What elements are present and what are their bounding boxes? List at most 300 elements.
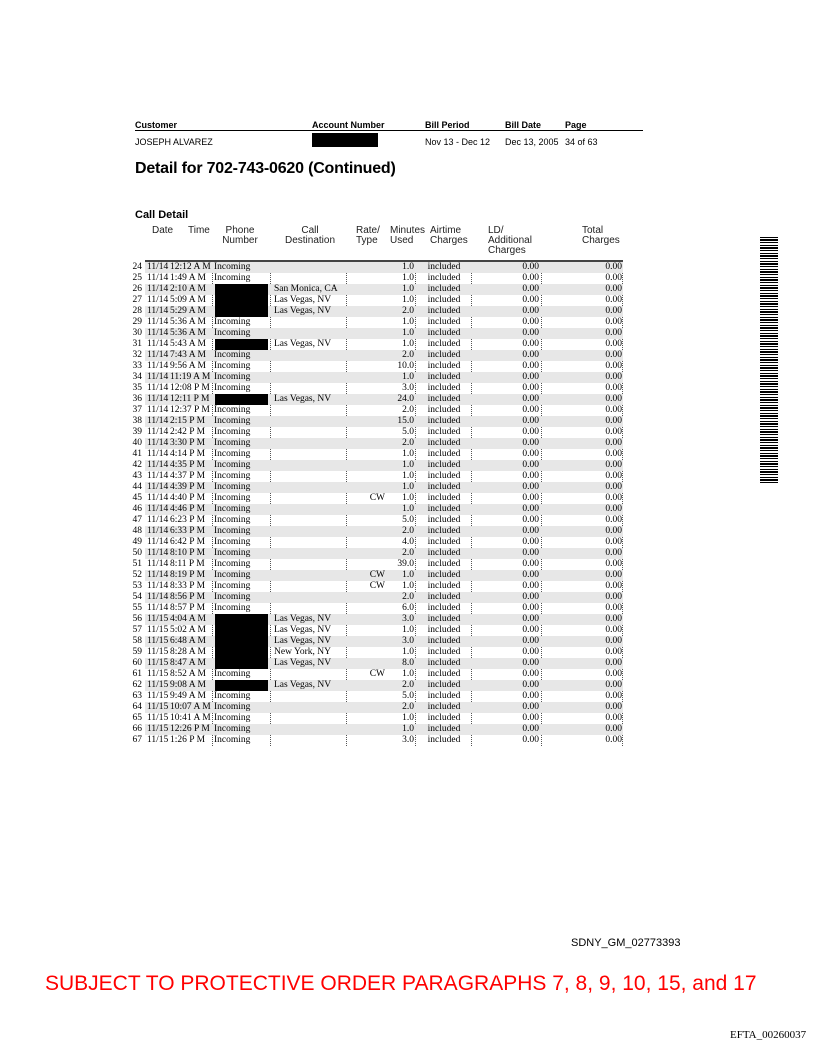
account-number-redaction: [312, 133, 378, 147]
phone-number-redaction: [215, 614, 268, 625]
table-row: [0, 438, 816, 449]
total-charges: 0.00: [605, 262, 622, 272]
row-number: 41: [132, 449, 142, 459]
airtime-charges: included: [427, 482, 461, 492]
col-air-line1: Airtime: [430, 225, 462, 236]
call-time: 4:37 P M: [170, 471, 206, 481]
ld-additional-charges: 0.00: [522, 548, 539, 558]
ld-additional-charges: 0.00: [522, 361, 539, 371]
total-charges: 0.00: [605, 680, 622, 690]
call-destination: New York, NY: [274, 647, 332, 657]
col-time: Time: [188, 225, 210, 236]
row-number: 44: [132, 482, 142, 492]
call-time: 8:56 P M: [170, 592, 206, 602]
phone-number: Incoming: [214, 405, 251, 415]
minutes-used: 1.0: [402, 724, 414, 734]
total-charges: 0.00: [605, 383, 622, 393]
rate-type: CW: [369, 493, 385, 503]
call-time: 11:19 A M: [170, 372, 211, 382]
ld-additional-charges: 0.00: [522, 482, 539, 492]
ld-additional-charges: 0.00: [522, 603, 539, 613]
col-rate-line2: Type: [356, 235, 378, 246]
airtime-charges: included: [427, 559, 461, 569]
call-date: 11/14: [147, 471, 169, 481]
total-charges: 0.00: [605, 416, 622, 426]
table-row: [0, 614, 816, 625]
ld-additional-charges: 0.00: [522, 559, 539, 569]
minutes-used: 1.0: [402, 647, 414, 657]
airtime-charges: included: [427, 460, 461, 470]
call-detail-heading: Call Detail: [135, 209, 189, 221]
total-charges: 0.00: [605, 372, 622, 382]
ld-additional-charges: 0.00: [522, 625, 539, 635]
phone-number: Incoming: [214, 262, 251, 272]
col-phone-line2: Number: [222, 235, 258, 246]
row-number: 52: [132, 570, 142, 580]
call-date: 11/15: [147, 636, 169, 646]
call-date: 11/15: [147, 658, 169, 668]
call-time: 8:19 P M: [170, 570, 206, 580]
table-row: [0, 592, 816, 603]
col-date: Date: [152, 225, 174, 236]
phone-number: Incoming: [214, 328, 251, 338]
phone-number: Incoming: [214, 372, 251, 382]
phone-number: Incoming: [214, 526, 251, 536]
total-charges: 0.00: [605, 548, 622, 558]
airtime-charges: included: [427, 405, 461, 415]
airtime-charges: included: [427, 317, 461, 327]
ld-additional-charges: 0.00: [522, 394, 539, 404]
row-number: 42: [132, 460, 142, 470]
phone-number: Incoming: [214, 482, 251, 492]
call-date: 11/15: [147, 735, 169, 745]
phone-number: Incoming: [214, 416, 251, 426]
call-time: 4:04 A M: [170, 614, 206, 624]
call-time: 3:30 P M: [170, 438, 206, 448]
call-destination: San Monica, CA: [274, 284, 338, 294]
row-number: 54: [132, 592, 142, 602]
minutes-used: 1.0: [402, 570, 414, 580]
minutes-used: 1.0: [402, 482, 414, 492]
call-time: 5:02 A M: [170, 625, 206, 635]
ld-additional-charges: 0.00: [522, 306, 539, 316]
minutes-used: 15.0: [397, 416, 414, 426]
ld-additional-charges: 0.00: [522, 273, 539, 283]
table-row: [0, 416, 816, 427]
table-row: [0, 537, 816, 548]
ld-additional-charges: 0.00: [522, 372, 539, 382]
total-charges: 0.00: [605, 713, 622, 723]
call-date: 11/14: [147, 317, 169, 327]
minutes-used: 1.0: [402, 669, 414, 679]
call-date: 11/14: [147, 603, 169, 613]
call-time: 4:14 P M: [170, 449, 206, 459]
ld-additional-charges: 0.00: [522, 614, 539, 624]
minutes-used: 6.0: [402, 603, 414, 613]
minutes-used: 8.0: [402, 658, 414, 668]
row-number: 49: [132, 537, 142, 547]
row-number: 30: [132, 328, 142, 338]
customer-label: Customer: [135, 120, 178, 130]
minutes-used: 5.0: [402, 691, 414, 701]
phone-number-redaction: [215, 306, 268, 317]
row-number: 58: [132, 636, 142, 646]
col-rate-type: [356, 226, 380, 246]
call-time: 8:33 P M: [170, 581, 206, 591]
row-number: 55: [132, 603, 142, 613]
call-time: 1:49 A M: [170, 273, 206, 283]
call-time: 5:43 A M: [170, 339, 206, 349]
total-charges: 0.00: [605, 735, 622, 745]
ld-additional-charges: 0.00: [522, 570, 539, 580]
row-number: 47: [132, 515, 142, 525]
row-number: 61: [132, 669, 142, 679]
total-charges: 0.00: [605, 460, 622, 470]
table-row: [0, 306, 816, 317]
phone-number: Incoming: [214, 691, 251, 701]
rate-type: CW: [369, 570, 385, 580]
minutes-used: 3.0: [402, 636, 414, 646]
barcode-icon: [760, 237, 778, 485]
call-time: 5:29 A M: [170, 306, 206, 316]
call-date: 11/14: [147, 306, 169, 316]
call-time: 12:12 A M: [170, 262, 211, 272]
phone-number: Incoming: [214, 735, 251, 745]
call-time: 9:08 A M: [170, 680, 206, 690]
row-number: 46: [132, 504, 142, 514]
col-phone-line1: Phone: [225, 225, 255, 236]
airtime-charges: included: [427, 493, 461, 503]
row-number: 33: [132, 361, 142, 371]
table-row: [0, 394, 816, 405]
minutes-used: 1.0: [402, 339, 414, 349]
minutes-used: 3.0: [402, 614, 414, 624]
ld-additional-charges: 0.00: [522, 647, 539, 657]
row-number: 36: [132, 394, 142, 404]
col-dest-line2: Destination: [284, 235, 336, 246]
airtime-charges: included: [427, 724, 461, 734]
row-number: 51: [132, 559, 142, 569]
table-row: [0, 724, 816, 735]
call-date: 11/14: [147, 515, 169, 525]
airtime-charges: included: [427, 438, 461, 448]
total-charges: 0.00: [605, 449, 622, 459]
call-time: 10:07 A M: [170, 702, 211, 712]
airtime-charges: included: [427, 702, 461, 712]
call-time: 12:08 P M: [170, 383, 210, 393]
call-time: 2:10 A M: [170, 284, 206, 294]
col-ld-line1: LD/: [488, 225, 504, 236]
call-date: 11/15: [147, 680, 169, 690]
total-charges: 0.00: [605, 504, 622, 514]
call-time: 6:42 P M: [170, 537, 206, 547]
col-ld-additional-charges: [488, 226, 532, 256]
airtime-charges: included: [427, 394, 461, 404]
phone-number: Incoming: [214, 537, 251, 547]
phone-number-redaction: [215, 284, 268, 295]
total-charges: 0.00: [605, 482, 622, 492]
airtime-charges: included: [427, 735, 461, 745]
minutes-used: 1.0: [402, 504, 414, 514]
total-charges: 0.00: [605, 471, 622, 481]
airtime-charges: included: [427, 592, 461, 602]
row-number: 37: [132, 405, 142, 415]
call-date: 11/14: [147, 537, 169, 547]
total-charges: 0.00: [605, 559, 622, 569]
phone-number: Incoming: [214, 350, 251, 360]
account-number-label: Account Number: [312, 120, 385, 130]
call-time: 12:26 P M: [170, 724, 210, 734]
phone-number: Incoming: [214, 581, 251, 591]
table-row: [0, 647, 816, 658]
airtime-charges: included: [427, 295, 461, 305]
ld-additional-charges: 0.00: [522, 526, 539, 536]
total-charges: 0.00: [605, 295, 622, 305]
call-destination: Las Vegas, NV: [274, 295, 332, 305]
col-min-line1: Minutes: [390, 225, 426, 236]
phone-number: Incoming: [214, 427, 251, 437]
ld-additional-charges: 0.00: [522, 383, 539, 393]
row-number: 64: [132, 702, 142, 712]
ld-additional-charges: 0.00: [522, 460, 539, 470]
minutes-used: 10.0: [397, 361, 414, 371]
table-row: [0, 658, 816, 669]
minutes-used: 1.0: [402, 713, 414, 723]
table-row: [0, 284, 816, 295]
airtime-charges: included: [427, 273, 461, 283]
total-charges: 0.00: [605, 603, 622, 613]
customer-name: JOSEPH ALVAREZ: [135, 137, 213, 147]
phone-number: Incoming: [214, 515, 251, 525]
row-number: 35: [132, 383, 142, 393]
call-time: 6:23 P M: [170, 515, 206, 525]
call-time: 4:40 P M: [170, 493, 206, 503]
phone-number: Incoming: [214, 570, 251, 580]
ld-additional-charges: 0.00: [522, 691, 539, 701]
total-charges: 0.00: [605, 317, 622, 327]
phone-number: Incoming: [214, 548, 251, 558]
call-date: 11/14: [147, 361, 169, 371]
minutes-used: 2.0: [402, 526, 414, 536]
call-time: 2:42 P M: [170, 427, 206, 437]
bill-date-label: Bill Date: [505, 120, 542, 130]
total-charges: 0.00: [605, 306, 622, 316]
call-time: 8:11 P M: [170, 559, 205, 569]
airtime-charges: included: [427, 416, 461, 426]
table-row: [0, 460, 816, 471]
call-date: 11/14: [147, 504, 169, 514]
total-charges: 0.00: [605, 339, 622, 349]
table-row: [0, 262, 816, 273]
minutes-used: 1.0: [402, 372, 414, 382]
call-date: 11/14: [147, 570, 169, 580]
minutes-used: 2.0: [402, 680, 414, 690]
minutes-used: 2.0: [402, 306, 414, 316]
call-date: 11/14: [147, 438, 169, 448]
phone-number: Incoming: [214, 317, 251, 327]
ld-additional-charges: 0.00: [522, 702, 539, 712]
call-destination: Las Vegas, NV: [274, 680, 332, 690]
minutes-used: 39.0: [397, 559, 414, 569]
row-number: 67: [132, 735, 142, 745]
call-date: 11/14: [147, 592, 169, 602]
minutes-used: 5.0: [402, 515, 414, 525]
minutes-used: 1.0: [402, 460, 414, 470]
minutes-used: 24.0: [397, 394, 414, 404]
call-time: 6:33 P M: [170, 526, 206, 536]
table-row: [0, 581, 816, 592]
minutes-used: 1.0: [402, 317, 414, 327]
phone-number: Incoming: [214, 702, 251, 712]
call-date: 11/15: [147, 691, 169, 701]
call-date: 11/14: [147, 262, 169, 272]
call-time: 4:46 P M: [170, 504, 206, 514]
col-ld-line2: Additional: [488, 235, 532, 246]
phone-number: Incoming: [214, 471, 251, 481]
call-destination: Las Vegas, NV: [274, 625, 332, 635]
phone-number: Incoming: [214, 592, 251, 602]
call-date: 11/14: [147, 548, 169, 558]
total-charges: 0.00: [605, 636, 622, 646]
phone-number: Incoming: [214, 559, 251, 569]
call-time: 1:26 P M: [170, 735, 206, 745]
call-date: 11/14: [147, 273, 169, 283]
call-destination: Las Vegas, NV: [274, 394, 332, 404]
table-row: [0, 570, 816, 581]
ld-additional-charges: 0.00: [522, 680, 539, 690]
minutes-used: 1.0: [402, 295, 414, 305]
call-time: 6:48 A M: [170, 636, 206, 646]
total-charges: 0.00: [605, 570, 622, 580]
minutes-used: 1.0: [402, 284, 414, 294]
ld-additional-charges: 0.00: [522, 504, 539, 514]
call-date: 11/14: [147, 581, 169, 591]
call-date: 11/15: [147, 614, 169, 624]
phone-number-redaction: [215, 680, 268, 691]
minutes-used: 1.0: [402, 262, 414, 272]
col-ld-line3: Charges: [488, 245, 526, 256]
ld-additional-charges: 0.00: [522, 284, 539, 294]
table-row: [0, 482, 816, 493]
phone-number-redaction: [215, 658, 268, 669]
table-row: [0, 735, 816, 746]
airtime-charges: included: [427, 339, 461, 349]
minutes-used: 1.0: [402, 581, 414, 591]
airtime-charges: included: [427, 427, 461, 437]
header-rule: [135, 130, 643, 131]
col-dest-line1: Call: [301, 225, 319, 236]
row-number: 38: [132, 416, 142, 426]
table-row: [0, 273, 816, 284]
phone-number: Incoming: [214, 504, 251, 514]
total-charges: 0.00: [605, 625, 622, 635]
call-date: 11/14: [147, 383, 169, 393]
total-charges: 0.00: [605, 526, 622, 536]
call-time: 4:35 P M: [170, 460, 206, 470]
table-row: [0, 559, 816, 570]
call-time: 5:09 A M: [170, 295, 206, 305]
ld-additional-charges: 0.00: [522, 592, 539, 602]
airtime-charges: included: [427, 581, 461, 591]
call-date: 11/14: [147, 526, 169, 536]
row-number: 27: [132, 295, 142, 305]
airtime-charges: included: [427, 526, 461, 536]
rate-type: CW: [369, 669, 385, 679]
airtime-charges: included: [427, 515, 461, 525]
call-date: 11/14: [147, 284, 169, 294]
ld-additional-charges: 0.00: [522, 416, 539, 426]
ld-additional-charges: 0.00: [522, 339, 539, 349]
call-time: 8:28 A M: [170, 647, 206, 657]
airtime-charges: included: [427, 614, 461, 624]
phone-number: Incoming: [214, 724, 251, 734]
table-row: [0, 317, 816, 328]
table-row: [0, 548, 816, 559]
call-time: 5:36 A M: [170, 328, 206, 338]
total-charges: 0.00: [605, 702, 622, 712]
page-label: Page: [565, 120, 587, 130]
call-date: 11/14: [147, 339, 169, 349]
minutes-used: 1.0: [402, 493, 414, 503]
table-row: [0, 515, 816, 526]
call-date: 11/14: [147, 328, 169, 338]
call-time: 12:37 P M: [170, 405, 210, 415]
table-row: [0, 405, 816, 416]
detail-title: Detail for 702-743-0620 (Continued): [135, 160, 396, 177]
call-date: 11/14: [147, 460, 169, 470]
col-call-destination: [274, 226, 346, 246]
table-row: [0, 636, 816, 647]
table-row: [0, 339, 816, 350]
col-rate-line1: Rate/: [356, 225, 380, 236]
ld-additional-charges: 0.00: [522, 493, 539, 503]
phone-number: Incoming: [214, 603, 251, 613]
table-row: [0, 372, 816, 383]
phone-number: Incoming: [214, 383, 251, 393]
ld-additional-charges: 0.00: [522, 713, 539, 723]
table-row: [0, 504, 816, 515]
call-date: 11/14: [147, 449, 169, 459]
ld-additional-charges: 0.00: [522, 724, 539, 734]
call-date: 11/15: [147, 647, 169, 657]
airtime-charges: included: [427, 647, 461, 657]
call-date: 11/15: [147, 669, 169, 679]
row-number: 66: [132, 724, 142, 734]
total-charges: 0.00: [605, 405, 622, 415]
ld-additional-charges: 0.00: [522, 449, 539, 459]
total-charges: 0.00: [605, 537, 622, 547]
total-charges: 0.00: [605, 328, 622, 338]
minutes-used: 1.0: [402, 273, 414, 283]
total-charges: 0.00: [605, 394, 622, 404]
phone-number-redaction: [215, 636, 268, 647]
page-number: 34 of 63: [565, 137, 598, 147]
row-number: 63: [132, 691, 142, 701]
table-row: [0, 669, 816, 680]
phone-number: Incoming: [214, 669, 251, 679]
total-charges: 0.00: [605, 658, 622, 668]
minutes-used: 1.0: [402, 471, 414, 481]
table-row: [0, 625, 816, 636]
ld-additional-charges: 0.00: [522, 669, 539, 679]
ld-additional-charges: 0.00: [522, 537, 539, 547]
ld-additional-charges: 0.00: [522, 328, 539, 338]
table-row: [0, 493, 816, 504]
call-time: 10:41 A M: [170, 713, 211, 723]
call-destination: Las Vegas, NV: [274, 339, 332, 349]
call-destination: Las Vegas, NV: [274, 636, 332, 646]
col-total-line1: Total: [582, 225, 604, 236]
